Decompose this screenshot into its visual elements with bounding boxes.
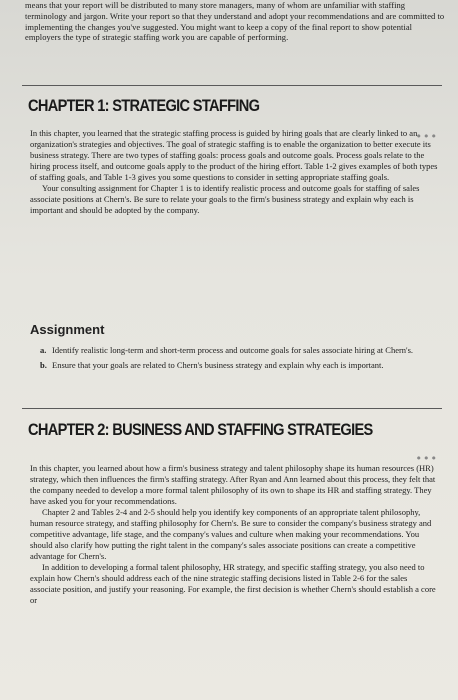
chapter-2-paragraph-1: In this chapter, you learned about how a firm's business strategy and talent philosophy shape its human resources (HR) strategy, which then influences the firm's staffing strategy. After Ryan and Ann learned about this process, they felt that the company needed to develop a more formal talent philosophy of its own to shape its HR and staffing strategy. They have asked you for your recommendations. <box>30 463 436 506</box>
assignment-list <box>40 345 440 375</box>
chapter-2-dots: ••• <box>415 452 438 465</box>
assignment-item-marker: b. <box>40 360 47 370</box>
assignment-item <box>40 345 440 356</box>
assignment-item-text: Identify realistic long-term and short-term process and outcome goals for sales associate hiring at Chern's. <box>52 345 414 355</box>
intro-paragraph: means that your report will be distributed to many store managers, many of whom are unfamiliar with staffing terminology and jargon. Write your report so that they understand and adopt your recommendations and are committed to implementing the changes you've suggested. You might want to keep a copy of the final report to show potential employers the type of strategic staffing work you are capable of performing. <box>25 0 445 43</box>
chapter-1-dots: ••• <box>415 130 438 143</box>
assignment-item-marker: a. <box>40 345 47 355</box>
assignment-heading: Assignment <box>30 322 105 337</box>
chapter-1-body <box>30 128 440 216</box>
chapter-2-rule <box>22 408 442 409</box>
chapter-2-body <box>30 463 440 606</box>
chapter-1-title: CHAPTER 1: STRATEGIC STAFFING <box>28 96 260 115</box>
chapter-1-paragraph-2: Your consulting assignment for Chapter 1 is to identify realistic process and outcome goals for staffing of sales associate positions at Chern's. Be sure to relate your goals to the firm's business strategy and explain why each is important and should be adopted by the company. <box>30 183 420 215</box>
chapter-1-paragraph-1: In this chapter, you learned that the strategic staffing process is guided by hiring goals that are clearly linked to an organization's strategies and objectives. The goal of strategic staffing is to enable the organization to better execute its business strategy. There are two types of staffing goals: process goals and outcome goals. Process goals relate to the hiring process itself, and outcome goals apply to the product of the hiring effort. Table 1-2 gives examples of both types of staffing goals, and Table 1-3 gives you some questions to consider in setting appropriate staffing goals. <box>30 128 438 182</box>
chapter-2-paragraph-2: Chapter 2 and Tables 2-4 and 2-5 should help you identify key components of an appropriate talent philosophy, human resource strategy, and staffing philosophy for Chern's. Be sure to consider the company's business strategy and competitive advantage, life stage, and the company's values and culture when making your recommendations. You should also clarify how putting the right talent in the company's sales associate positions can create a competitive advantage for Chern's. <box>30 507 432 561</box>
assignment-item-text: Ensure that your goals are related to Chern's business strategy and explain why each is important. <box>52 360 384 370</box>
assignment-item <box>40 360 440 371</box>
chapter-2-paragraph-3: In addition to developing a formal talent philosophy, HR strategy, and specific staffing strategy, you also need to explain how Chern's should address each of the nine strategic staffing decisions listed in Table 2-6 for the sales associate position, and justify your reasoning. For example, the first decision is whether Chern's should establish a core or <box>30 562 436 605</box>
chapter-1-rule <box>22 85 442 86</box>
chapter-2-title: CHAPTER 2: BUSINESS AND STAFFING STRATEGIES <box>28 420 373 439</box>
